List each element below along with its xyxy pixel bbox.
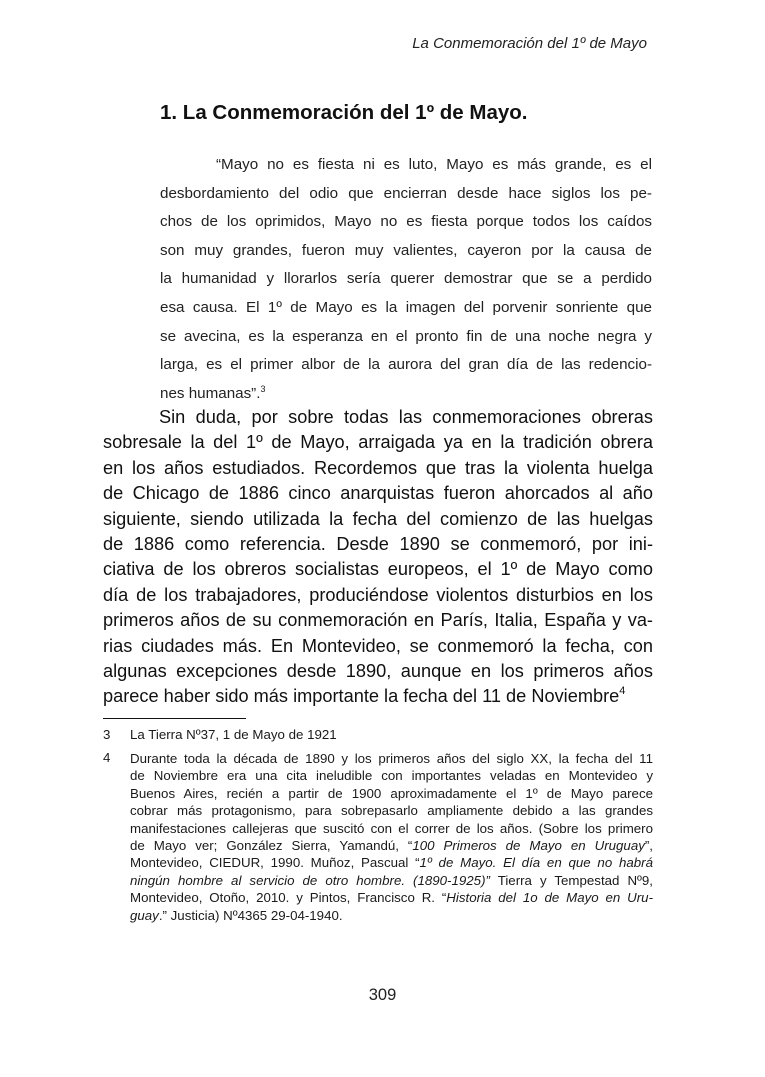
fn-book-title: 1º de Mayo. El día en que no habrá xyxy=(419,855,653,871)
epigraph-line: la humanidad y llorarlos sería querer demostrar que se a perdido xyxy=(160,270,652,288)
footnote-line xyxy=(130,889,653,906)
footnote-separator xyxy=(103,718,246,719)
footnote-ref-3[interactable]: 3 xyxy=(260,383,266,394)
footnote-line xyxy=(130,837,653,854)
footnote-line xyxy=(130,872,653,889)
body-line: de 1886 como referencia. Desde 1890 se conmemoró, por ini- xyxy=(103,533,653,554)
fn-text: Montevideo, CIEDUR, 1990. Muñoz, Pascual “ xyxy=(130,855,420,871)
body-line: Sin duda, por sobre todas las conmemoraciones obreras xyxy=(159,407,653,427)
body-line: siguiente, siendo utilizada la fecha del comienzo de las huelgas xyxy=(103,508,653,529)
fn-text: .” Justicia) Nº4365 29-04-1940. xyxy=(158,907,343,923)
running-header: La Conmemoración del 1º de Mayo xyxy=(412,35,647,52)
footnote-ref-4[interactable]: 4 xyxy=(619,685,626,698)
epigraph-line: larga, es el primer albor de la aurora del gran día de las redencio- xyxy=(160,356,652,374)
fn-text: Tierra y Tempestad Nº9, xyxy=(489,872,653,888)
epigraph-quote xyxy=(160,151,652,408)
epigraph-line-text: nes humanas”. xyxy=(160,384,261,402)
epigraph-line: esa causa. El 1º de Mayo es la imagen del porvenir sonriente que xyxy=(160,298,652,316)
body-line: en los años estudiados. Recordemos que tras la violenta huelga xyxy=(103,457,653,478)
epigraph-line: chos de los oprimidos, Mayo no es fiesta porque todos los caídos xyxy=(160,213,652,231)
footnote-line: Durante toda la década de 1890 y los primeros años del siglo XX, la fecha del 11 xyxy=(130,751,653,766)
footnote-line xyxy=(130,854,653,871)
fn-text: de Mayo ver; González Sierra, Yamandú, “ xyxy=(130,837,413,853)
footnote-line: manifestaciones callejeras que suscitó con el correr de los años. (Sobre los primero xyxy=(130,820,653,836)
fn-book-title: guay xyxy=(130,907,159,923)
footnote-number: 4 xyxy=(103,750,111,765)
body-line: algunas excepciones desde 1890, aunque en los primeros años xyxy=(103,660,653,681)
body-line: rias ciudades más. En Montevideo, se conmemoró la fecha, con xyxy=(103,635,653,656)
chapter-title: 1. La Conmemoración del 1º de Mayo. xyxy=(160,101,528,124)
body-line: día de los trabajadores, produciéndose violentos disturbios en los xyxy=(103,584,653,605)
footnote-4 xyxy=(103,750,653,924)
footnote-line: de Noviembre era una cita ineludible con importantes veladas en Montevideo y xyxy=(130,768,653,784)
fn-text: Montevideo, Otoño, 2010. y Pintos, Francisco R. “ xyxy=(130,890,447,906)
body-line: sobresale la del 1º de Mayo, arraigada ya en la tradición obrera xyxy=(103,432,653,453)
fn-book-title: ningún hombre al servicio de otro hombre. (1890-1925)” xyxy=(130,872,490,888)
epigraph-line: “Mayo no es fiesta ni es luto, Mayo es más grande, es el xyxy=(216,156,652,173)
body-paragraph xyxy=(103,405,653,710)
epigraph-line: se avecina, es la esperanza en el pronto fin de una noche negra y xyxy=(160,327,652,345)
footnotes xyxy=(103,726,653,924)
fn-book-title: 100 Primeros de Mayo en Uruguay xyxy=(412,837,645,853)
epigraph-line: son muy grandes, fueron muy valientes, cayeron por la causa de xyxy=(160,241,652,259)
body-last-line xyxy=(103,684,653,709)
footnote-line: cobrar más protagonismo, para sobrepasarlo ampliamente debido a las grandes xyxy=(130,803,653,819)
fn-text: ”, xyxy=(644,837,653,853)
footnote-3 xyxy=(103,726,653,748)
body-line: primeros años de su conmemoración en París, Italia, España y va- xyxy=(103,610,653,631)
page-number: 309 xyxy=(368,986,397,1004)
footnote-line xyxy=(130,907,653,924)
body-line: de Chicago de 1886 cinco anarquistas fueron ahorcados al año xyxy=(103,483,653,504)
footnote-number: 3 xyxy=(103,727,111,742)
body-line: ciativa de los obreros socialistas europeos, el 1º de Mayo como xyxy=(103,559,653,580)
epigraph-line: desbordamiento del odio que encierran desde hace siglos los pe- xyxy=(160,184,652,202)
body-line-text: parece haber sido más importante la fecha del 11 de Noviembre xyxy=(103,686,620,707)
footnote-text: La Tierra Nº37, 1 de Mayo de 1921 xyxy=(130,727,337,742)
footnote-line: Buenos Aires, recién a partir de 1900 aproximadamente el 1º de Mayo parece xyxy=(130,785,653,801)
fn-book-title: Historia del 1o de Mayo en Uru- xyxy=(446,890,653,906)
